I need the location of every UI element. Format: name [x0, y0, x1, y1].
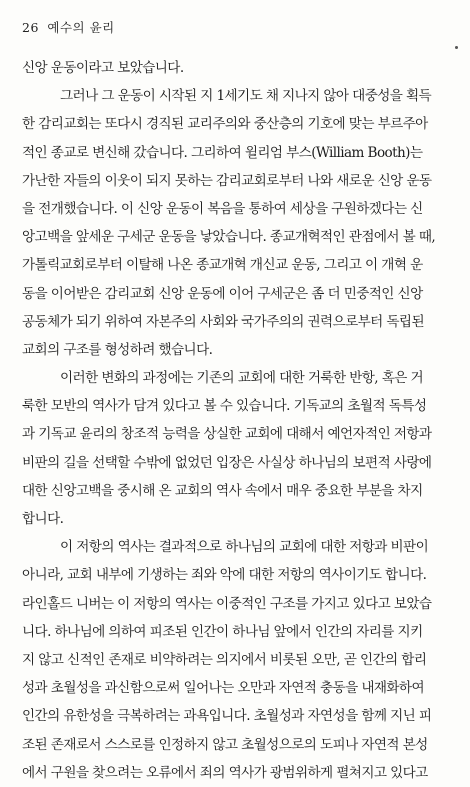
text-line: 대한 신앙고백을 중시해 온 교회의 역사 속에서 매우 중요한 부분을 차지 [22, 482, 423, 499]
text-line: 적인 종교로 변신해 갔습니다. 그리하여 윌리엄 부스(William Booth)는 [22, 144, 423, 161]
text-line: 이러한 변화의 과정에는 기존의 교회에 대한 거룩한 반항, 혹은 거 [60, 370, 424, 387]
text-line: 공동체가 되기 위하여 자본주의 사회와 국가주의의 권력으로부터 독립된 [22, 313, 424, 330]
text-line: 아니라, 교회 내부에 기생하는 죄와 악에 대한 저항의 역사이기도 합니다. [22, 567, 427, 584]
body-text [22, 54, 452, 787]
text-line: 을 전개했습니다. 이 신앙 운동이 복음을 통하여 세상을 구원하겠다는 신 [22, 200, 423, 217]
text-line: 이 저항의 역사는 결과적으로 하나님의 교회에 대한 저항과 비판이 [60, 539, 429, 556]
page-number: 26 [22, 20, 39, 35]
print-speck [455, 46, 458, 49]
running-header [22, 18, 115, 36]
text-line: 가난한 자들의 이웃이 되지 못하는 감리교회로부터 나와 새로운 신앙 운동 [22, 172, 432, 189]
text-line: 조된 존재로서 스스로를 인정하지 않고 초월성으로의 도피나 자연적 본성 [22, 736, 428, 753]
text-line: 동을 이어받은 감리교회 신앙 운동에 이어 구세군은 좀 더 민중적인 신앙 [22, 285, 423, 302]
text-line: 교회의 구조를 형성하려 했습니다. [22, 341, 213, 358]
text-line: 지 않고 신적인 존재로 비약하려는 의지에서 비롯된 오만, 곧 인간의 합리 [22, 651, 427, 668]
text-line: 비판의 길을 선택할 수밖에 없었던 입장은 사실상 하나님의 보편적 사랑에 [22, 454, 432, 471]
text-line: 합니다. [22, 511, 64, 527]
text-line: 니다. 하나님에 의하여 피조된 인간이 하나님 앞에서 인간의 자리를 지키 [22, 623, 423, 640]
text-line: 라인홀드 니버는 이 저항의 역사는 이중적인 구조를 가지고 있다고 보았습 [22, 595, 432, 612]
book-title: 예수의 윤리 [47, 20, 115, 35]
text-line: 에서 구원을 찾으려는 오류에서 죄의 역사가 광범위하게 펼쳐지고 있다고 [22, 764, 428, 781]
text-line: 인간의 유한성을 극복하려는 과욕입니다. 초월성과 자연성을 함께 지닌 피 [22, 708, 432, 725]
text-line: 앙고백을 앞세운 구세군 운동을 낳았습니다. 종교개혁적인 관점에서 볼 때, [22, 229, 436, 246]
text-line: 가톨릭교회로부터 이탈해 나온 종교개혁 개신교 운동, 그리고 이 개혁 운 [22, 257, 423, 274]
text-line: 룩한 모반의 역사가 담겨 있다고 볼 수 있습니다. 기독교의 초월적 독특성 [22, 398, 427, 415]
text-line: 한 감리교회는 또다시 경직된 교리주의와 중산층의 기호에 맞는 부르주아 [22, 116, 428, 133]
text-line: 성과 초월성을 과신함으로써 일어나는 오만과 자연적 충동을 내재화하여 [22, 680, 424, 697]
text-line: 과 기독교 윤리의 창조적 능력을 상실한 교회에 대해서 예언자적인 저항과 [22, 426, 432, 443]
text-line: 신앙 운동이라고 보았습니다. [22, 60, 184, 76]
text-line: 그러나 그 운동이 시작된 지 1세기도 채 지나지 않아 대중성을 획득 [60, 88, 432, 105]
